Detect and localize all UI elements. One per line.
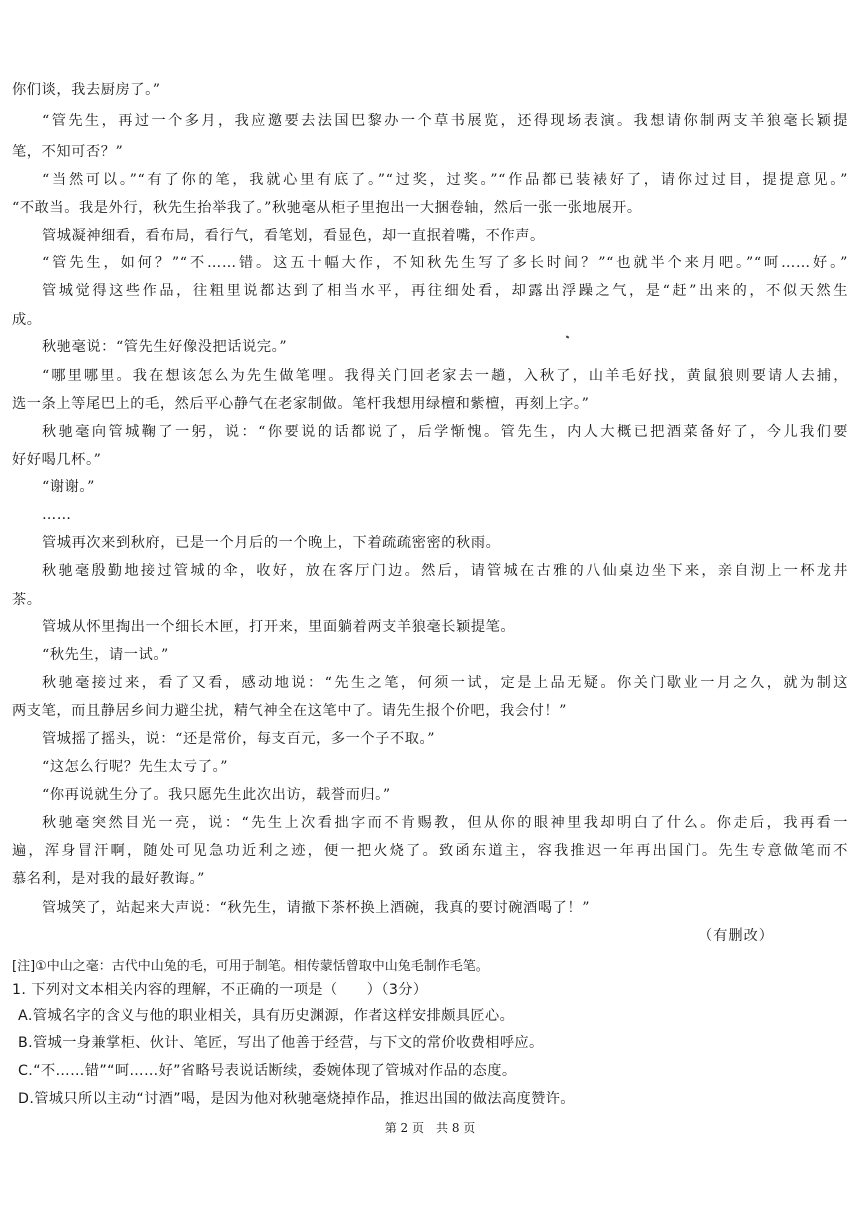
passage-line: “谢谢。” (42, 479, 95, 495)
question-stem: 1. 下列对文本相关内容的理解，不正确的一项是（ ）（3分） (12, 982, 428, 998)
passage-line: 秋驰毫向管城鞠了一躬，说：“你要说的话都说了，后学惭愧。管先生，内人大概已把酒菜备好了，今儿我们要 (42, 424, 849, 440)
passage-line: “当然可以。”“有了你的笔，我就心里有底了。”“过奖，过奖。”“作品都已装裱好了，请你过过目，提提意见。” (42, 172, 848, 188)
passage-line: “你再说就生分了。我只愿先生此次出访，载誉而归。” (42, 787, 391, 803)
passage-line: “不敢当。我是外行，秋先生抬举我了。”秋驰毫从柜子里抱出一大捆卷轴，然后一张一张地展开。 (12, 200, 642, 216)
passage-line: 管城摇了摇头，说：“还是常价，每支百元，多一个子不取。” (42, 731, 436, 747)
option-c: C.“不……错”“呵……好”省略号表说话断续，委婉体现了管城对作品的态度。 (18, 1063, 517, 1079)
passage-line: 管城再次来到秋府，已是一个月后的一个晚上，下着疏疏密密的秋雨。 (42, 535, 501, 551)
passage-line: 选一条上等尾巴上的毛，然后平心静气在老家制做。笔杆我想用绿檀和紫檀，再刻上字。” (12, 396, 590, 412)
passage-line: 成。 (12, 312, 42, 328)
passage-line: 管城从怀里掏出一个细长木匣，打开来，里面躺着两支羊狼毫长颖提笔。 (42, 619, 516, 635)
passage-line: 秋驰毫接过来，看了又看，感动地说：“先生之笔，何须一试，定是上品无疑。你关门歇业一月之久，就为制这 (42, 675, 849, 691)
option-a: A.管城名字的含义与他的职业相关，具有历史渊源，作者这样安排颇具匠心。 (18, 1008, 515, 1024)
option-b: B.管城一身兼掌柜、伙计、笔匠，写出了他善于经营，与下文的常价收费相呼应。 (18, 1035, 544, 1051)
passage-line: 笔，不知可否？” (12, 144, 124, 160)
passage-line: 你们谈，我去厨房了。” (12, 82, 161, 98)
passage-line: “这怎么行呢？先生太亏了。” (42, 759, 229, 775)
passage-line: 秋驰毫突然目光一亮，说：“先生上次看拙字而不肯赐教，但从你的眼神里我却明白了什么。你走后，我再看一 (42, 815, 848, 831)
passage-line: 管城觉得这些作品，往粗里说都达到了相当水平，再往细处看，却露出浮躁之气，是“赶”出来的，不似天然生 (42, 283, 848, 299)
source-note: （有删改） (698, 928, 774, 944)
passage-line: 管城凝神细看，看布局，看行气，看笔划，看显色，却一直抿着嘴，不作声。 (42, 228, 545, 244)
footnote-annotation: [注]①中山之毫：古代中山兔的毛，可用于制笔。相传蒙恬曾取中山兔毛制作毛笔。 (12, 959, 489, 974)
page-number: 第 2 页 共 8 页 (384, 1121, 476, 1135)
passage-line: 秋驰毫殷勤地接过管城的伞，收好，放在客厅门边。然后，请管城在古雅的八仙桌边坐下来，亲自沏上一杯龙井 (42, 563, 848, 579)
passage-line: “管先生，再过一个多月，我应邀要去法国巴黎办一个草书展览，还得现场表演。我想请你制两支羊狼毫长颖提 (42, 113, 848, 129)
passage-line: “管先生，如何？”“不……错。这五十幅大作，不知秋先生写了多长时间？”“也就半个来月吧。”“呵……好。” (42, 255, 848, 271)
passage-line: 遍，浑身冒汗啊，随处可见急功近利之迹，便一把火烧了。致函东道主，容我推迟一年再出国门。先生专意做笔而不 (12, 843, 848, 859)
passage-line: “哪里哪里。我在想该怎么为先生做笔哩。我得关门回老家去一趟，入秋了，山羊毛好找，黄鼠狼则要请人去捕， (42, 368, 848, 384)
passage-ellipsis: …… (42, 507, 72, 523)
passage-line: 秋驰毫说：“管先生好像没把话说完。” (42, 339, 288, 355)
option-d: D.管城只所以主动“讨酒”喝，是因为他对秋驰毫烧掉作品，推迟出国的做法高度赞许。 (18, 1091, 575, 1107)
passage-line: 茶。 (12, 592, 42, 608)
passage-line: 慕名利，是对我的最好教诲。” (12, 871, 205, 887)
passage-line: 两支笔，而且静居乡间力避尘扰，精气神全在这笔中了。请先生报个价吧，我会付！” (12, 703, 567, 719)
passage-line: “秋先生，请一试。” (42, 647, 169, 663)
passage-line: 好好喝几杯。” (12, 452, 102, 468)
passage-line: 管城笑了，站起来大声说：“秋先生，请撤下茶杯换上酒碗，我真的要讨碗酒喝了！” (42, 900, 591, 916)
